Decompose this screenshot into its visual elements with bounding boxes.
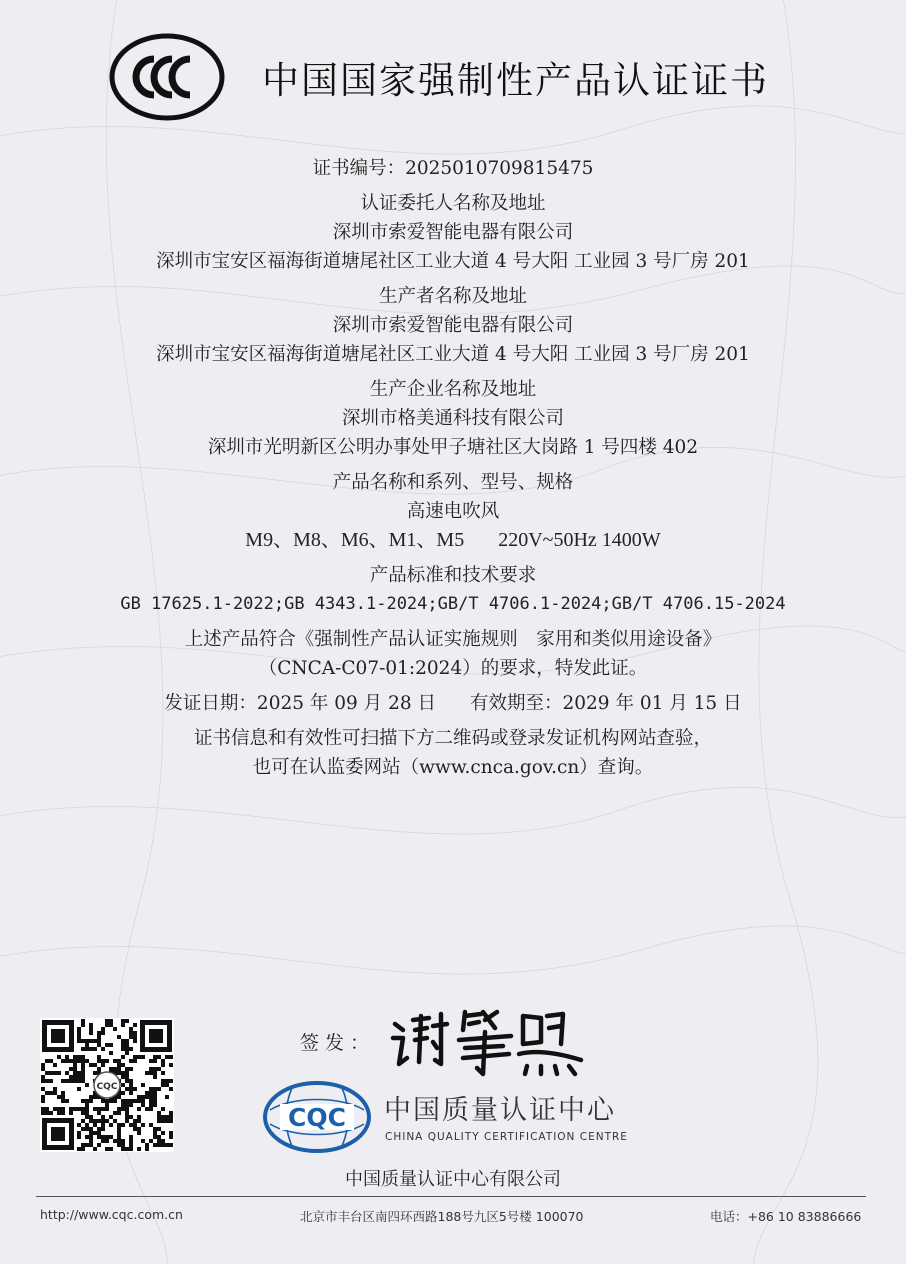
issuer-name-en: CHINA QUALITY CERTIFICATION CENTRE [385,1131,628,1143]
product-models: M9、M8、M6、M1、M5 [245,529,465,551]
verification-note: 证书信息和有效性可扫描下方二维码或登录发证机构网站查验， [193,728,712,749]
product-spec: 220V~50Hz 1400W [498,529,661,551]
certificate-number: 证书编号：2025010709815475 [312,158,594,179]
certificate-body [0,154,906,782]
cqc-logo-text: CQC [288,1103,346,1132]
svg-text:CQC: CQC [96,1082,118,1092]
dates-line [0,689,906,718]
factory-name: 深圳市格美通科技有限公司 [341,408,564,429]
qr-code-icon[interactable] [40,1018,174,1152]
applicant-name: 深圳市索爱智能电器有限公司 [332,222,574,243]
verification-note-website: 也可在认监委网站（www.cnca.gov.cn）查询。 [252,757,654,778]
manufacturer-heading: 生产者名称及地址 [378,286,527,307]
footer-website-link[interactable]: http://www.cqc.com.cn [40,1207,183,1222]
standards-heading: 产品标准和技术要求 [369,565,537,586]
footer-divider [36,1196,866,1197]
conformity-statement-rule: （CNCA-C07-01:2024）的要求，特发此证。 [258,658,648,679]
cqc-logo-icon [262,1080,372,1154]
conformity-statement: 上述产品符合《强制性产品认证实施规则 家用和类似用途设备》 [184,629,722,650]
certificate-title: 中国国家强制性产品认证证书 [262,59,769,102]
expiry-date: 有效期至：2029 年 01 月 15 日 [470,693,742,714]
issuer-name-cn: 中国质量认证中心 [384,1095,616,1126]
issue-date: 发证日期：2025 年 09 月 28 日 [164,693,436,714]
manufacturer-address: 深圳市宝安区福海街道塘尾社区工业大道 4 号大阳 工业园 3 号厂房 201 [156,344,750,365]
product-models-line [0,526,906,555]
applicant-heading: 认证委托人名称及地址 [360,193,546,214]
product-name: 高速电吹风 [406,501,500,522]
product-heading: 产品名称和系列、型号、规格 [332,472,574,493]
applicant-address: 深圳市宝安区福海街道塘尾社区工业大道 4 号大阳 工业园 3 号厂房 201 [156,251,750,272]
issuer-company: 中国质量认证中心有限公司 [345,1169,561,1190]
manufacturer-name: 深圳市索爱智能电器有限公司 [332,315,574,336]
footer-address: 北京市丰台区南四环西路188号九区5号楼 100070 [300,1209,584,1224]
issued-by-label: 签发： [300,1032,376,1054]
standards-list: GB 17625.1-2022;GB 4343.1-2024;GB/T 4706.1-2024;GB/T 4706.15-2024 [120,594,786,614]
footer-phone: 电话：+86 10 83886666 [710,1209,862,1224]
factory-heading: 生产企业名称及地址 [369,379,537,400]
factory-address: 深圳市光明新区公明办事处甲子塘社区大岗路 1 号四楼 402 [207,437,699,458]
handwritten-signature [385,1002,585,1082]
ccc-logo-icon [108,32,226,122]
